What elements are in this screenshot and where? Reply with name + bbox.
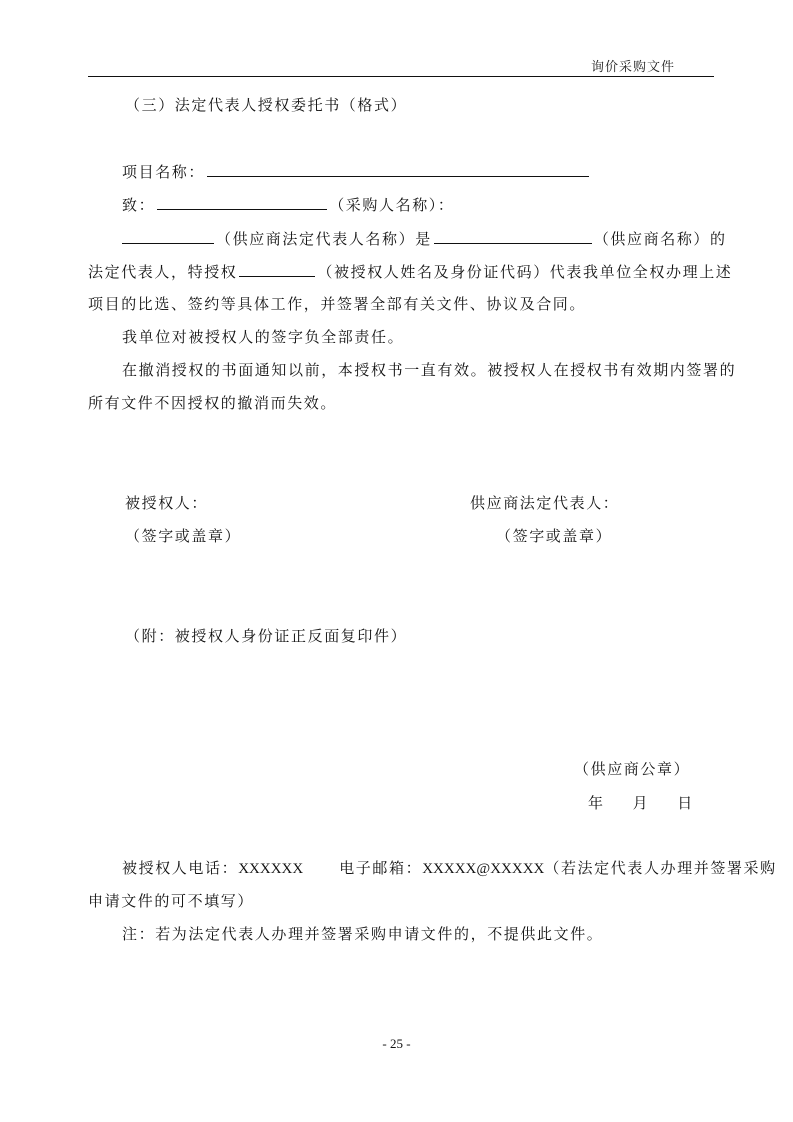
supplier-hint: （供应商名称）的 (593, 230, 727, 248)
document-header-title: 询价采购文件 (590, 60, 675, 75)
line3-prefix: 法定代表人，特授权 (88, 263, 238, 281)
supplier-seal-label: （供应商公章） (574, 760, 691, 778)
phone-value: XXXXXX (238, 861, 304, 877)
attachment-note: （附：被授权人身份证正反面复印件） (125, 627, 408, 645)
purchaser-hint: （采购人名称）： (329, 196, 455, 214)
responsibility-paragraph: 我单位对被授权人的签字负全部责任。 (122, 328, 405, 346)
validity-paragraph-line1: 在撤消授权的书面通知以前，本授权书一直有效。被授权人在授权书有效期内签署的 (122, 361, 737, 379)
scope-line: 项目的比选、签约等具体工作，并签署全部有关文件、协议及合同。 (88, 295, 587, 313)
authorized-person-signature: （签字或盖章） (125, 527, 242, 545)
email-value: XXXXX@XXXXX (422, 861, 545, 877)
page-number: - 25 - (382, 1036, 411, 1051)
date-row (588, 792, 694, 813)
project-name-row (122, 160, 591, 182)
authorized-person-blank[interactable] (239, 260, 315, 277)
purchaser-row (122, 193, 455, 215)
email-label: 电子邮箱： (339, 859, 423, 877)
document-note: 注：若为法定代表人办理并签署采购申请文件的，不提供此文件。 (122, 925, 604, 943)
legal-rep-hint: （供应商法定代表人名称）是 (216, 230, 432, 248)
legal-rep-label: 供应商法定代表人： (470, 494, 620, 512)
legal-rep-name-blank[interactable] (122, 227, 214, 244)
to-label: 致： (122, 196, 156, 214)
contact-row (122, 857, 777, 878)
date-day: 日 (677, 794, 694, 812)
line3-suffix: （被授权人姓名及身份证代码）代表我单位全权办理上述 (317, 263, 733, 281)
phone-label: 被授权人电话： (122, 859, 239, 877)
legal-rep-signature: （签字或盖章） (496, 527, 613, 545)
validity-paragraph-line2: 所有文件不因授权的撤消而失效。 (88, 394, 338, 412)
purchaser-name-blank[interactable] (157, 193, 327, 210)
contact-note-line1: （若法定代表人办理并签署采购 (544, 859, 777, 877)
authorization-row (88, 260, 732, 282)
form-heading: （三）法定代表人授权委托书（格式） (125, 96, 408, 114)
supplier-name-blank[interactable] (434, 227, 592, 244)
legal-rep-row (120, 227, 727, 249)
date-year: 年 (588, 794, 605, 812)
contact-note-line2: 申请文件的可不填写） (88, 892, 255, 910)
project-name-label: 项目名称： (122, 163, 206, 181)
date-month: 月 (632, 794, 650, 812)
project-name-blank[interactable] (207, 160, 589, 177)
header-divider (88, 76, 714, 77)
authorized-person-label: 被授权人： (125, 494, 209, 512)
